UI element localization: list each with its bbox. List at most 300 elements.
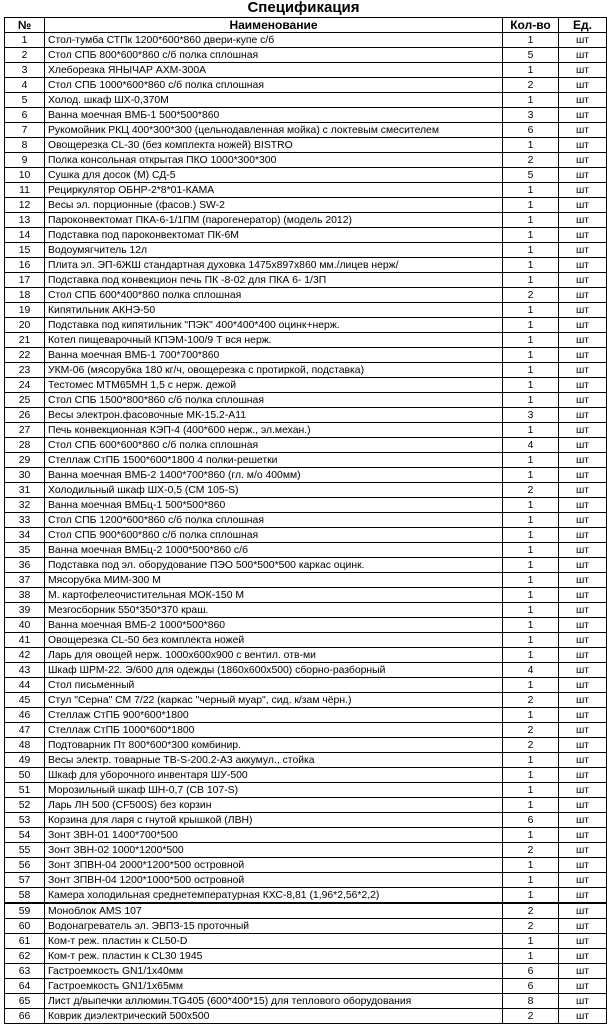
table-row (5, 798, 607, 813)
item-unit: шт (559, 168, 607, 183)
table-row (5, 873, 607, 888)
table-row (5, 78, 607, 93)
table-header-row (5, 18, 607, 33)
table-row (5, 258, 607, 273)
table-row (5, 708, 607, 723)
row-number: 64 (5, 979, 45, 994)
row-number: 17 (5, 273, 45, 288)
table-row (5, 994, 607, 1009)
item-quantity: 1 (503, 378, 559, 393)
item-name: Стол СПБ 900*600*860 с/б полка сплошная (45, 528, 503, 543)
item-name: Ванна моечная ВМБ-2 1400*700*860 (гл. м/о 400мм) (45, 468, 503, 483)
item-unit: шт (559, 949, 607, 964)
table-row (5, 228, 607, 243)
item-name: Плита эл. ЭП-6ЖШ стандартная духовка 1475х897х860 мм./лицев нерж/ (45, 258, 503, 273)
table-row (5, 753, 607, 768)
item-name: Овощерезка CL-30 (без комплекта ножей) BISTRO (45, 138, 503, 153)
item-name: Весы эл. порционные (фасов.) SW-2 (45, 198, 503, 213)
item-unit: шт (559, 1009, 607, 1024)
row-number: 63 (5, 964, 45, 979)
item-unit: шт (559, 813, 607, 828)
item-unit: шт (559, 408, 607, 423)
table-row (5, 483, 607, 498)
item-name: Кипятильник АКНЭ-50 (45, 303, 503, 318)
table-row (5, 723, 607, 738)
item-quantity: 1 (503, 753, 559, 768)
item-name: Рециркулятор ОБНР-2*8*01-КАМА (45, 183, 503, 198)
item-name: Ком-т реж. пластин к CL30 1945 (45, 949, 503, 964)
item-quantity: 1 (503, 873, 559, 888)
item-name: Стул "Серна" СМ 7/22 (каркас "черный муар", сид. к/зам чёрн.) (45, 693, 503, 708)
item-quantity: 2 (503, 288, 559, 303)
row-number: 11 (5, 183, 45, 198)
row-number: 1 (5, 33, 45, 48)
item-quantity: 1 (503, 228, 559, 243)
table-row (5, 318, 607, 333)
item-unit: шт (559, 528, 607, 543)
row-number: 34 (5, 528, 45, 543)
item-quantity: 5 (503, 48, 559, 63)
item-quantity: 1 (503, 573, 559, 588)
row-number: 41 (5, 633, 45, 648)
item-name: Ларь ЛН 500 (CF500S) без корзин (45, 798, 503, 813)
row-number: 58 (5, 888, 45, 904)
item-unit: шт (559, 708, 607, 723)
row-number: 38 (5, 588, 45, 603)
row-number: 32 (5, 498, 45, 513)
item-unit: шт (559, 693, 607, 708)
item-name: Стол СПБ 800*600*860 с/б полка сплошная (45, 48, 503, 63)
item-quantity: 1 (503, 453, 559, 468)
table-row (5, 453, 607, 468)
item-unit: шт (559, 333, 607, 348)
item-quantity: 1 (503, 783, 559, 798)
item-name: Подставка под пароконвектомат ПК-6М (45, 228, 503, 243)
item-unit: шт (559, 934, 607, 949)
item-quantity: 1 (503, 213, 559, 228)
item-unit: шт (559, 348, 607, 363)
item-name: Ванна моечная ВМБц-2 1000*500*860 с/б (45, 543, 503, 558)
row-number: 35 (5, 543, 45, 558)
item-quantity: 1 (503, 393, 559, 408)
item-name: Рукомойник РКЦ 400*300*300 (цельнодавленная мойка) с локтевым смесителем (45, 123, 503, 138)
item-quantity: 1 (503, 138, 559, 153)
table-row (5, 768, 607, 783)
header-name: Наименование (45, 18, 503, 33)
item-name: Подставка под кипятильник "ПЭК" 400*400*400 оцинк+нерж. (45, 318, 503, 333)
item-unit: шт (559, 48, 607, 63)
table-row (5, 588, 607, 603)
item-name: Камера холодильная среднетемпературная КХС-8,81 (1,96*2,56*2,2) (45, 888, 503, 904)
header-quantity: Кол-во (503, 18, 559, 33)
row-number: 15 (5, 243, 45, 258)
row-number: 39 (5, 603, 45, 618)
table-row (5, 573, 607, 588)
row-number: 23 (5, 363, 45, 378)
table-row (5, 543, 607, 558)
table-row (5, 438, 607, 453)
item-name: Стеллаж СтПБ 1500*600*1800 4 полки-решетки (45, 453, 503, 468)
table-row (5, 513, 607, 528)
row-number: 28 (5, 438, 45, 453)
item-name: Водонагреватель эл. ЭВПЗ-15 проточный (45, 919, 503, 934)
item-name: Шкаф для уборочного инвентаря ШУ-500 (45, 768, 503, 783)
item-quantity: 1 (503, 243, 559, 258)
item-unit: шт (559, 498, 607, 513)
item-name: Гастроемкость GN1/1х65мм (45, 979, 503, 994)
item-name: Холодильный шкаф ШХ-0,5 (СМ 105-S) (45, 483, 503, 498)
item-unit: шт (559, 588, 607, 603)
item-quantity: 3 (503, 408, 559, 423)
row-number: 40 (5, 618, 45, 633)
row-number: 37 (5, 573, 45, 588)
item-name: Мясорубка МИМ-300 М (45, 573, 503, 588)
item-name: Холод. шкаф ШХ-0,370М (45, 93, 503, 108)
item-unit: шт (559, 453, 607, 468)
row-number: 55 (5, 843, 45, 858)
item-quantity: 1 (503, 348, 559, 363)
table-row (5, 633, 607, 648)
table-row (5, 288, 607, 303)
item-unit: шт (559, 243, 607, 258)
item-name: Овощерезка CL-50 без комплекта ножей (45, 633, 503, 648)
item-unit: шт (559, 183, 607, 198)
item-unit: шт (559, 858, 607, 873)
item-name: Сушка для досок (М) СД-5 (45, 168, 503, 183)
item-unit: шт (559, 78, 607, 93)
item-quantity: 1 (503, 198, 559, 213)
item-name: Зонт ЗВН-01 1400*700*500 (45, 828, 503, 843)
item-quantity: 2 (503, 843, 559, 858)
item-quantity: 1 (503, 828, 559, 843)
specification-table (4, 17, 607, 1024)
item-name: Подставка под эл. оборудование ПЭО 500*500*500 каркас оцинк. (45, 558, 503, 573)
row-number: 66 (5, 1009, 45, 1024)
item-quantity: 6 (503, 979, 559, 994)
item-unit: шт (559, 678, 607, 693)
row-number: 36 (5, 558, 45, 573)
table-row (5, 393, 607, 408)
item-unit: шт (559, 903, 607, 919)
table-row (5, 663, 607, 678)
item-quantity: 1 (503, 618, 559, 633)
item-quantity: 6 (503, 964, 559, 979)
item-quantity: 1 (503, 273, 559, 288)
item-unit: шт (559, 258, 607, 273)
header-unit: Ед. (559, 18, 607, 33)
item-unit: шт (559, 363, 607, 378)
item-unit: шт (559, 63, 607, 78)
row-number: 26 (5, 408, 45, 423)
item-quantity: 1 (503, 513, 559, 528)
item-unit: шт (559, 919, 607, 934)
row-number: 59 (5, 903, 45, 919)
row-number: 44 (5, 678, 45, 693)
item-unit: шт (559, 93, 607, 108)
item-name: Тестомес МТМ65МН 1,5 с нерж. дежой (45, 378, 503, 393)
item-quantity: 1 (503, 648, 559, 663)
item-unit: шт (559, 603, 607, 618)
table-row (5, 33, 607, 48)
table-row (5, 858, 607, 873)
table-row (5, 468, 607, 483)
item-quantity: 1 (503, 768, 559, 783)
item-unit: шт (559, 303, 607, 318)
item-unit: шт (559, 213, 607, 228)
item-name: Моноблок AMS 107 (45, 903, 503, 919)
item-quantity: 1 (503, 633, 559, 648)
table-row (5, 783, 607, 798)
row-number: 43 (5, 663, 45, 678)
item-name: Весы электр. товарные ТВ-S-200.2-А3 аккумул., стойка (45, 753, 503, 768)
item-name: Ванна моечная ВМБ-1 500*500*860 (45, 108, 503, 123)
item-quantity: 1 (503, 798, 559, 813)
row-number: 54 (5, 828, 45, 843)
table-row (5, 63, 607, 78)
item-unit: шт (559, 558, 607, 573)
row-number: 3 (5, 63, 45, 78)
row-number: 19 (5, 303, 45, 318)
item-name: Стол письменный (45, 678, 503, 693)
row-number: 21 (5, 333, 45, 348)
row-number: 31 (5, 483, 45, 498)
item-unit: шт (559, 888, 607, 904)
table-row (5, 243, 607, 258)
row-number: 18 (5, 288, 45, 303)
item-quantity: 1 (503, 528, 559, 543)
item-unit: шт (559, 393, 607, 408)
item-unit: шт (559, 964, 607, 979)
item-name: Хлеборезка ЯНЫЧАР АХМ-300А (45, 63, 503, 78)
item-name: Мезгосборник 550*350*370 краш. (45, 603, 503, 618)
item-name: Стол СПБ 600*400*860 полка сплошная (45, 288, 503, 303)
item-name: Подтоварник Пт 800*600*300 комбинир. (45, 738, 503, 753)
row-number: 30 (5, 468, 45, 483)
row-number: 2 (5, 48, 45, 63)
row-number: 33 (5, 513, 45, 528)
table-row (5, 93, 607, 108)
item-quantity: 8 (503, 994, 559, 1009)
row-number: 14 (5, 228, 45, 243)
item-name: Морозильный шкаф ШН-0,7 (СВ 107-S) (45, 783, 503, 798)
item-quantity: 2 (503, 738, 559, 753)
table-row (5, 198, 607, 213)
row-number: 9 (5, 153, 45, 168)
table-row (5, 123, 607, 138)
item-quantity: 1 (503, 708, 559, 723)
item-quantity: 1 (503, 858, 559, 873)
row-number: 61 (5, 934, 45, 949)
item-quantity: 1 (503, 303, 559, 318)
row-number: 29 (5, 453, 45, 468)
table-row (5, 498, 607, 513)
item-unit: шт (559, 798, 607, 813)
item-unit: шт (559, 378, 607, 393)
item-name: Корзина для ларя с гнутой крышкой (ЛВН) (45, 813, 503, 828)
row-number: 20 (5, 318, 45, 333)
item-unit: шт (559, 663, 607, 678)
item-quantity: 1 (503, 318, 559, 333)
row-number: 65 (5, 994, 45, 1009)
item-name: Стеллаж СтПБ 900*600*1800 (45, 708, 503, 723)
item-name: Стол СПБ 1200*600*860 с/б полка сплошная (45, 513, 503, 528)
item-unit: шт (559, 543, 607, 558)
item-name: Весы электрон.фасовочные МК-15.2-А11 (45, 408, 503, 423)
row-number: 27 (5, 423, 45, 438)
table-row (5, 603, 607, 618)
table-row (5, 693, 607, 708)
item-unit: шт (559, 633, 607, 648)
item-quantity: 1 (503, 93, 559, 108)
item-unit: шт (559, 438, 607, 453)
table-row (5, 979, 607, 994)
item-quantity: 1 (503, 258, 559, 273)
table-row (5, 273, 607, 288)
row-number: 46 (5, 708, 45, 723)
item-unit: шт (559, 228, 607, 243)
item-quantity: 2 (503, 78, 559, 93)
item-quantity: 1 (503, 63, 559, 78)
item-quantity: 1 (503, 678, 559, 693)
item-name: Полка консольная открытая ПКО 1000*300*300 (45, 153, 503, 168)
table-row (5, 738, 607, 753)
item-quantity: 5 (503, 168, 559, 183)
table-row (5, 648, 607, 663)
item-quantity: 1 (503, 558, 559, 573)
table-row (5, 1009, 607, 1024)
item-name: Подставка под конвекцион печь ПК -8-02 для ПКА 6- 1/3П (45, 273, 503, 288)
table-row (5, 528, 607, 543)
table-row (5, 363, 607, 378)
item-quantity: 1 (503, 603, 559, 618)
row-number: 25 (5, 393, 45, 408)
table-row (5, 423, 607, 438)
item-quantity: 1 (503, 183, 559, 198)
item-name: Стол СПБ 600*600*860 с/б полка сплошная (45, 438, 503, 453)
item-quantity: 3 (503, 108, 559, 123)
item-name: Коврик диэлектрический 500х500 (45, 1009, 503, 1024)
row-number: 8 (5, 138, 45, 153)
table-row (5, 843, 607, 858)
row-number: 13 (5, 213, 45, 228)
row-number: 47 (5, 723, 45, 738)
item-name: Печь конвекционная КЭП-4 (400*600 нерж., эл.механ.) (45, 423, 503, 438)
table-row (5, 378, 607, 393)
row-number: 51 (5, 783, 45, 798)
table-row (5, 138, 607, 153)
table-row (5, 618, 607, 633)
item-quantity: 2 (503, 723, 559, 738)
item-quantity: 6 (503, 123, 559, 138)
item-quantity: 2 (503, 693, 559, 708)
item-name: Шкаф ШРМ-22. Э/600 для одежды (1860х600х500) сборно-разборный (45, 663, 503, 678)
row-number: 10 (5, 168, 45, 183)
row-number: 22 (5, 348, 45, 363)
item-name: Стол-тумба СТПк 1200*600*860 двери-купе с/б (45, 33, 503, 48)
item-quantity: 4 (503, 663, 559, 678)
table-row (5, 964, 607, 979)
table-row (5, 934, 607, 949)
item-quantity: 1 (503, 33, 559, 48)
table-row (5, 949, 607, 964)
item-name: Ванна моечная ВМБц-1 500*500*860 (45, 498, 503, 513)
row-number: 4 (5, 78, 45, 93)
item-name: Стеллаж СтПБ 1000*600*1800 (45, 723, 503, 738)
table-row (5, 153, 607, 168)
item-quantity: 1 (503, 498, 559, 513)
item-unit: шт (559, 648, 607, 663)
table-row (5, 348, 607, 363)
item-quantity: 1 (503, 949, 559, 964)
item-unit: шт (559, 468, 607, 483)
item-unit: шт (559, 768, 607, 783)
item-unit: шт (559, 828, 607, 843)
item-quantity: 1 (503, 333, 559, 348)
item-unit: шт (559, 138, 607, 153)
row-number: 45 (5, 693, 45, 708)
row-number: 5 (5, 93, 45, 108)
row-number: 48 (5, 738, 45, 753)
item-quantity: 2 (503, 903, 559, 919)
row-number: 57 (5, 873, 45, 888)
item-name: Гастроемкость GN1/1х40мм (45, 964, 503, 979)
item-quantity: 1 (503, 468, 559, 483)
item-unit: шт (559, 123, 607, 138)
item-name: Ванна моечная ВМБ-1 700*700*860 (45, 348, 503, 363)
item-name: Пароконвектомат ПКА-6-1/1ПМ (парогенератор) (модель 2012) (45, 213, 503, 228)
item-quantity: 1 (503, 934, 559, 949)
row-number: 60 (5, 919, 45, 934)
table-row (5, 408, 607, 423)
row-number: 53 (5, 813, 45, 828)
item-quantity: 1 (503, 543, 559, 558)
item-unit: шт (559, 318, 607, 333)
item-name: Ларь для овощей нерж. 1000х600х900 с вентил. отв-ми (45, 648, 503, 663)
item-name: Зонт ЗВН-02 1000*1200*500 (45, 843, 503, 858)
table-row (5, 168, 607, 183)
table-row (5, 48, 607, 63)
item-unit: шт (559, 783, 607, 798)
row-number: 16 (5, 258, 45, 273)
item-unit: шт (559, 423, 607, 438)
header-number: № (5, 18, 45, 33)
item-unit: шт (559, 513, 607, 528)
table-row (5, 903, 607, 919)
item-name: Ком-т реж. пластин к CL50-D (45, 934, 503, 949)
row-number: 6 (5, 108, 45, 123)
item-quantity: 1 (503, 888, 559, 904)
item-unit: шт (559, 723, 607, 738)
row-number: 49 (5, 753, 45, 768)
table-row (5, 108, 607, 123)
item-name: Котел пищеварочный КПЭМ-100/9 Т вся нерж. (45, 333, 503, 348)
item-quantity: 2 (503, 919, 559, 934)
row-number: 56 (5, 858, 45, 873)
item-unit: шт (559, 618, 607, 633)
table-row (5, 213, 607, 228)
table-row (5, 828, 607, 843)
table-row (5, 919, 607, 934)
item-quantity: 1 (503, 588, 559, 603)
item-quantity: 1 (503, 423, 559, 438)
row-number: 7 (5, 123, 45, 138)
row-number: 12 (5, 198, 45, 213)
item-quantity: 2 (503, 153, 559, 168)
table-row (5, 813, 607, 828)
item-name: Зонт ЗПВН-04 2000*1200*500 островной (45, 858, 503, 873)
table-body (5, 33, 607, 1024)
item-name: Водоумягчитель 12л (45, 243, 503, 258)
